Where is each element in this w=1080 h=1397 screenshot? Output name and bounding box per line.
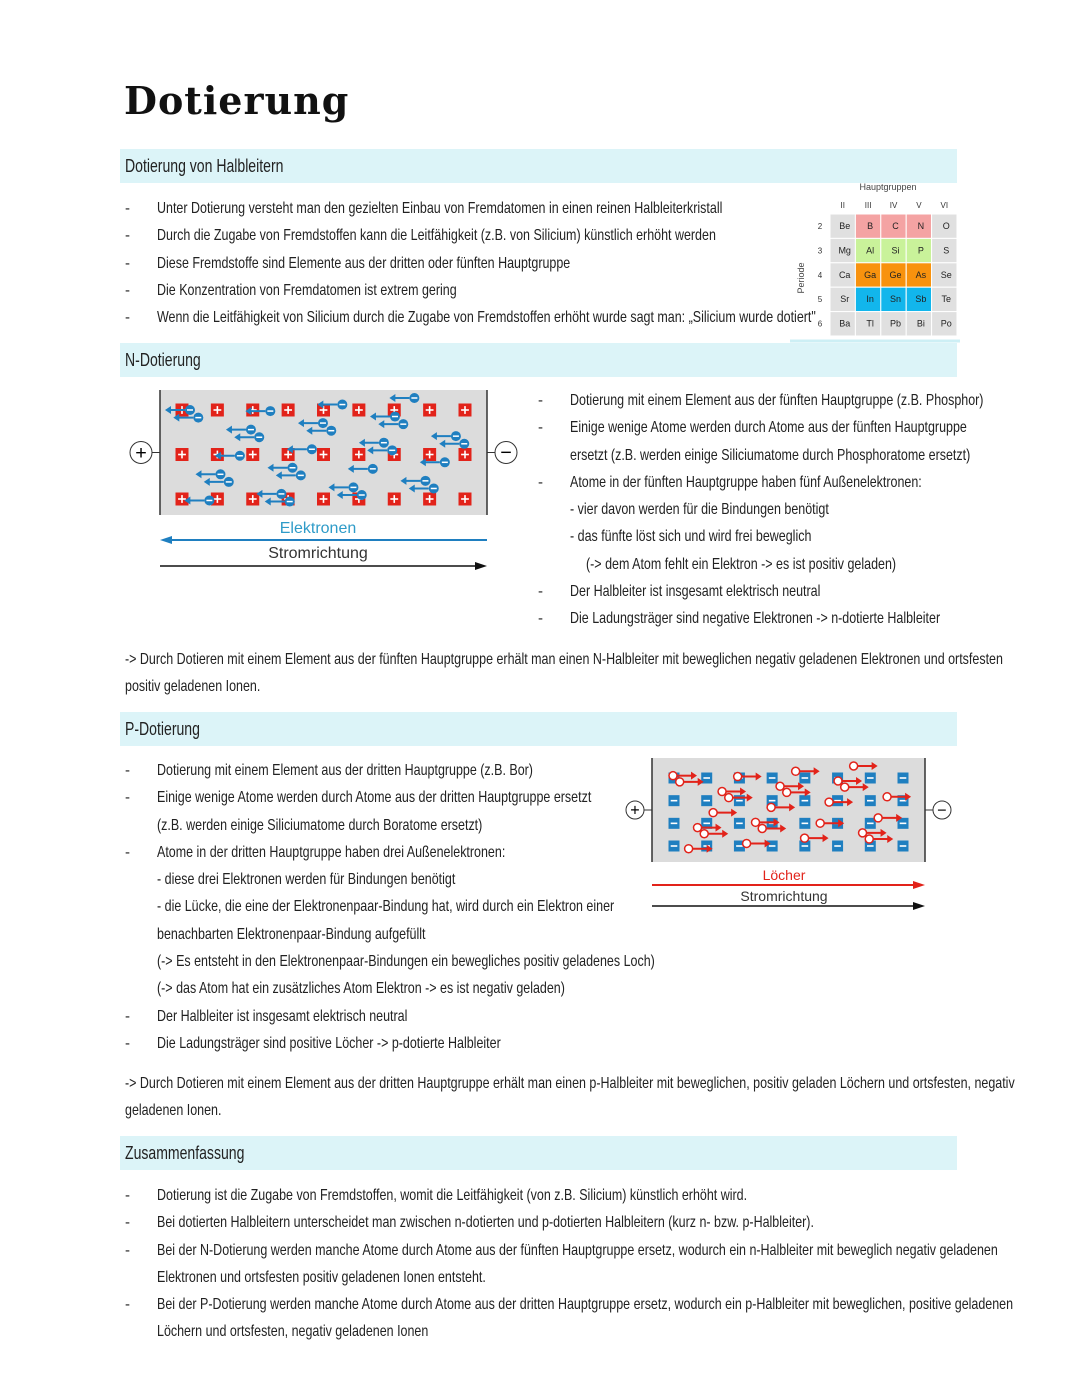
line-text: Bei der N-Dotierung werden manche Atome durch Atome aus der fünften Hauptgruppe ersetz, wodurch ein n-Halbleiter mit beweglich negativ geladenen <box>157 1241 998 1259</box>
hole-icon <box>859 829 867 837</box>
column-label: III <box>864 201 872 210</box>
line-text: Dotierung mit einem Element aus der dritten Hauptgruppe (z.B. Bor) <box>157 762 533 779</box>
line-text: Unter Dotierung versteht man den gezielten Einbau von Fremdatomen in einen reinen Halbleiterkristall <box>157 200 723 217</box>
line-text: Die Konzentration von Fremdatomen ist extrem gering <box>157 281 457 299</box>
line-text: Dotierung ist die Zugabe von Fremdstoffen, womit die Leitfähigkeit (von z.B. Silicium) künstlich erhöht wird. <box>157 1187 748 1204</box>
line-text: Die Ladungsträger sind positive Löcher -> p-dotierte Halbleiter <box>157 1034 501 1052</box>
line-text: -> Durch Dotieren mit einem Element aus der dritten Hauptgruppe erhält man einen p-Halbleiter mit beweglichen, positiv geladen Löchern und ortsfesten, negativ <box>125 1075 1015 1092</box>
minus-sign: − <box>937 801 947 820</box>
hole-icon <box>776 782 784 790</box>
line-text: Einige wenige Atome werden durch Atome aus der dritten Hauptgruppe ersetzt <box>157 789 592 807</box>
element-symbol: Ca <box>838 269 851 280</box>
hole-icon <box>767 803 775 811</box>
hole-icon <box>825 798 833 806</box>
row-axis-label: Periode <box>796 262 806 294</box>
line-text: positiv geladenen Ionen. <box>125 678 261 696</box>
element-symbol: Ge <box>889 269 902 280</box>
hole-icon <box>792 767 800 775</box>
bullet-dash: - <box>125 762 130 779</box>
hole-icon <box>718 788 726 796</box>
line-text: Durch die Zugabe von Fremdstoffen kann die Leitfähigkeit (z.B. von Silicium) künstlich erhöht werden <box>157 227 716 245</box>
bullet-dash: - <box>125 254 130 272</box>
line-text: Atome in der dritten Hauptgruppe haben drei Außenelektronen: <box>157 843 506 861</box>
bullet-dash: - <box>125 1296 130 1314</box>
hole-icon <box>734 773 742 781</box>
hole-icon <box>758 824 766 832</box>
element-symbol: Tl <box>866 318 874 329</box>
hole-icon <box>700 830 708 838</box>
line-text: - vier davon werden für die Bindungen benötigt <box>570 501 829 519</box>
element-symbol: Sn <box>889 294 902 305</box>
element-symbol: Pb <box>889 318 902 329</box>
section-heading: Dotierung von Halbleitern <box>125 156 284 176</box>
line-text: (-> das Atom hat ein zusätzliches Atom Elektron -> es ist negativ geladen) <box>157 980 565 998</box>
hole-icon <box>783 788 791 796</box>
hole-icon <box>694 824 702 832</box>
period-label: 3 <box>817 246 823 256</box>
element-symbol: Be <box>839 221 851 231</box>
bullet-dash: - <box>125 281 130 299</box>
hole-icon <box>883 793 891 801</box>
line-text: Diese Fremdstoffe sind Elemente aus der dritten oder fünften Hauptgruppe <box>157 254 571 272</box>
line-text: benachbarten Elektronenpaar-Bindung aufgefüllt <box>157 925 426 943</box>
bullet-dash: - <box>538 583 543 601</box>
current-direction-label: Stromrichtung <box>740 888 828 904</box>
hole-icon <box>725 794 733 802</box>
line-text: Der Halbleiter ist insgesamt elektrisch neutral <box>570 583 821 601</box>
element-symbol: Ba <box>839 318 851 329</box>
hole-icon <box>743 839 751 847</box>
hole-icon <box>865 835 873 843</box>
plus-sign: + <box>630 801 640 820</box>
line-text: Elektronen und ortsfesten positiv geladenen Ionen entsteht. <box>157 1268 486 1286</box>
periodic-table <box>790 178 960 343</box>
element-symbol: O <box>942 221 950 231</box>
period-label: 2 <box>817 222 823 231</box>
page-title: Dotierung <box>124 78 350 123</box>
hole-icon <box>752 818 760 826</box>
bullet-dash: - <box>538 392 543 409</box>
period-label: 4 <box>817 270 823 280</box>
arrowhead <box>913 902 925 910</box>
line-text: Bei der P-Dotierung werden manche Atome durch Atome aus der dritten Hauptgruppe ersetz, wodurch ein p-Halbleiter mit beweglichen, positive geladenen <box>157 1296 1014 1314</box>
section-header-summary <box>120 1136 957 1170</box>
line-text: - das fünfte löst sich und wird frei beweglich <box>570 528 812 546</box>
line-text: Dotierung mit einem Element aus der fünften Hauptgruppe (z.B. Phosphor) <box>570 392 984 409</box>
line-text: - die Lücke, die eine der Elektronenpaar-Bindung hat, wird durch ein Elektron einer <box>157 898 615 916</box>
minus-sign: − <box>500 442 512 465</box>
section-header-p <box>120 712 957 746</box>
element-symbol: Sb <box>915 294 927 305</box>
element-symbol: Sr <box>840 294 850 305</box>
hole-icon <box>685 845 693 853</box>
electrons-label: Elektronen <box>279 520 357 537</box>
element-symbol: As <box>915 269 927 280</box>
column-label: II <box>840 201 845 210</box>
table-title: Hauptgruppen <box>859 182 917 192</box>
line-text: Löchern und ortsfesten, negativ geladenen Ionen <box>157 1323 429 1341</box>
arrowhead <box>913 881 925 889</box>
hole-icon <box>709 809 717 817</box>
hole-icon <box>841 783 849 791</box>
element-symbol: In <box>866 294 874 305</box>
hole-icon <box>874 814 882 822</box>
period-label: 5 <box>817 295 823 305</box>
line-text: (-> Es entsteht in den Elektronenpaar-Bindungen ein bewegliches positiv geladenes Loch) <box>157 953 655 971</box>
element-symbol: B <box>867 221 874 231</box>
element-symbol: N <box>917 221 925 231</box>
bullet-dash: - <box>125 789 130 807</box>
element-symbol: Te <box>941 294 952 305</box>
bullet-dash: - <box>125 1241 130 1259</box>
element-symbol: P <box>917 245 924 256</box>
element-symbol: Po <box>940 318 952 329</box>
bullet-dash: - <box>538 610 543 628</box>
plus-sign: + <box>135 442 147 465</box>
current-direction-label: Stromrichtung <box>268 545 368 562</box>
column-label: VI <box>940 201 949 210</box>
hole-icon <box>834 777 842 785</box>
element-symbol: Ga <box>864 269 877 280</box>
section-heading: Zusammenfassung <box>125 1143 245 1163</box>
line-text: Einige wenige Atome werden durch Atome aus der fünften Hauptgruppe <box>570 419 967 437</box>
line-text: - diese drei Elektronen werden für Bindungen benötigt <box>157 871 456 889</box>
bullet-dash: - <box>125 200 130 217</box>
bullet-dash: - <box>125 309 130 327</box>
element-symbol: Si <box>891 245 900 256</box>
section-heading: N-Dotierung <box>125 350 201 370</box>
line-text: ersetzt (z.B. werden einige Siliciumatome durch Phosphoratome ersetzt) <box>570 446 971 464</box>
bullet-dash: - <box>125 1187 130 1204</box>
hole-icon <box>801 834 809 842</box>
line-text: (z.B. werden einige Siliciumatome durch Boratome ersetzt) <box>157 816 483 834</box>
holes-label: Löcher <box>762 867 806 883</box>
line-text: Die Ladungsträger sind negative Elektronen -> n-dotierte Halbleiter <box>570 610 941 628</box>
arrowhead <box>475 562 487 570</box>
line-text: Der Halbleiter ist insgesamt elektrisch neutral <box>157 1007 408 1025</box>
arrowhead <box>160 536 172 544</box>
period-label: 6 <box>817 319 823 329</box>
element-symbol: C <box>892 221 899 231</box>
element-symbol: S <box>943 245 950 256</box>
line-text: Atome in der fünften Hauptgruppe haben fünf Außenelektronen: <box>570 473 922 491</box>
bullet-dash: - <box>125 227 130 245</box>
bullet-dash: - <box>125 1007 130 1025</box>
section-header-n <box>120 343 957 377</box>
bullet-dash: - <box>125 1214 130 1232</box>
bullet-dash: - <box>538 473 543 491</box>
bullet-dash: - <box>125 1034 130 1052</box>
hole-icon <box>816 819 824 827</box>
element-symbol: Mg <box>838 245 851 256</box>
hole-icon <box>676 778 684 786</box>
hole-icon <box>669 772 677 780</box>
element-symbol: Bi <box>916 318 925 329</box>
line-text: -> Durch Dotieren mit einem Element aus der fünften Hauptgruppe erhält man einen N-Halbleiter mit beweglichen negativ geladenen Elektronen und ortsfesten <box>125 651 1003 668</box>
line-text: (-> dem Atom fehlt ein Elektron -> es ist positiv geladen) <box>586 555 897 573</box>
element-symbol: Se <box>940 269 952 280</box>
section-heading: P-Dotierung <box>125 719 200 739</box>
element-symbol: Al <box>866 245 875 256</box>
bullet-dash: - <box>125 843 130 861</box>
line-text: geladenen Ionen. <box>125 1102 222 1120</box>
column-label: IV <box>889 201 898 210</box>
line-text: Wenn die Leitfähigkeit von Silicium durch die Zugabe von Fremdstoffen erhöht wurde sagt man: „Silicium wurde dotiert" <box>157 309 816 327</box>
bullet-dash: - <box>538 419 543 437</box>
line-text: Bei dotierten Halbleitern unterscheidet man zwischen n-dotierten und p-dotierten Halbleitern (kurz n- bzw. p-Halbleiter). <box>157 1214 814 1232</box>
hole-icon <box>850 762 858 770</box>
column-label: V <box>916 201 922 210</box>
